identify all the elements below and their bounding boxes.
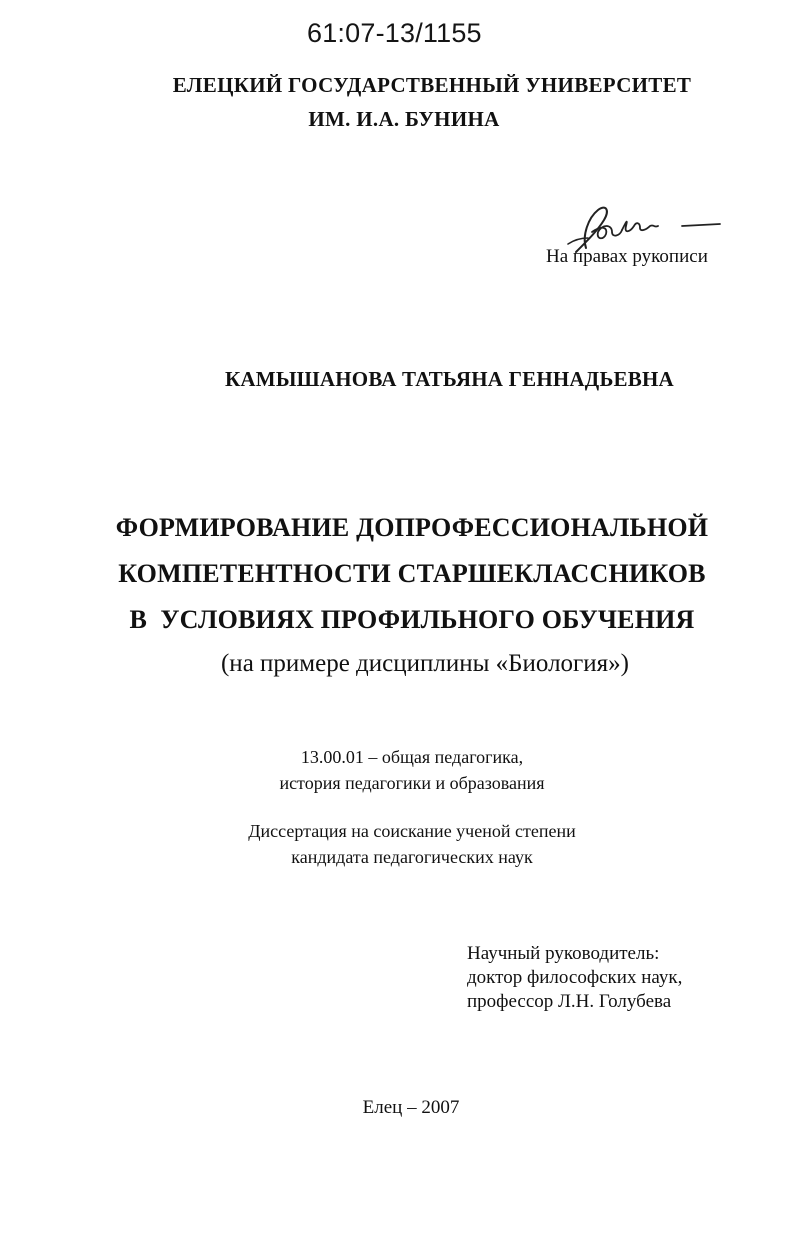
supervisor-block	[467, 942, 682, 1014]
place-year: Елец – 2007	[362, 1097, 460, 1118]
degree-line-2: кандидата педагогических наук	[291, 847, 533, 867]
supervisor-label: Научный руководитель:	[467, 943, 660, 964]
title-line-2: КОМПЕТЕНТНОСТИ СТАРШЕКЛАССНИКОВ	[118, 559, 706, 588]
manuscript-note: На правах рукописи	[546, 246, 708, 267]
university-name	[0, 68, 798, 136]
title-line-1: ФОРМИРОВАНИЕ ДОПРОФЕССИОНАЛЬНОЙ	[115, 513, 709, 542]
specialty-line-1: 13.00.01 – общая педагогика,	[300, 747, 524, 767]
specialty-code	[0, 744, 798, 796]
author-name: КАМЫШАНОВА ТАТЬЯНА ГЕННАДЬЕВНА	[225, 367, 674, 391]
title-line-3: В УСЛОВИЯХ ПРОФИЛЬНОГО ОБУЧЕНИЯ	[129, 605, 695, 634]
specialty-line-2: история педагогики и образования	[279, 773, 545, 793]
catalog-number: 61:07-13/1155	[307, 18, 482, 48]
supervisor-degree: доктор философских наук,	[467, 967, 683, 988]
dissertation-subtitle: (на примере дисциплины «Биология»)	[220, 650, 630, 677]
degree-line-1: Диссертация на соискание ученой степени	[248, 821, 576, 841]
university-line-1: ЕЛЕЦКИЙ ГОСУДАРСТВЕННЫЙ УНИВЕРСИТЕТ	[172, 73, 692, 97]
dissertation-title	[0, 505, 798, 643]
degree-statement	[0, 818, 798, 870]
university-line-2: ИМ. И.А. БУНИНА	[308, 107, 500, 131]
supervisor-name: профессор Л.Н. Голубева	[467, 991, 672, 1012]
